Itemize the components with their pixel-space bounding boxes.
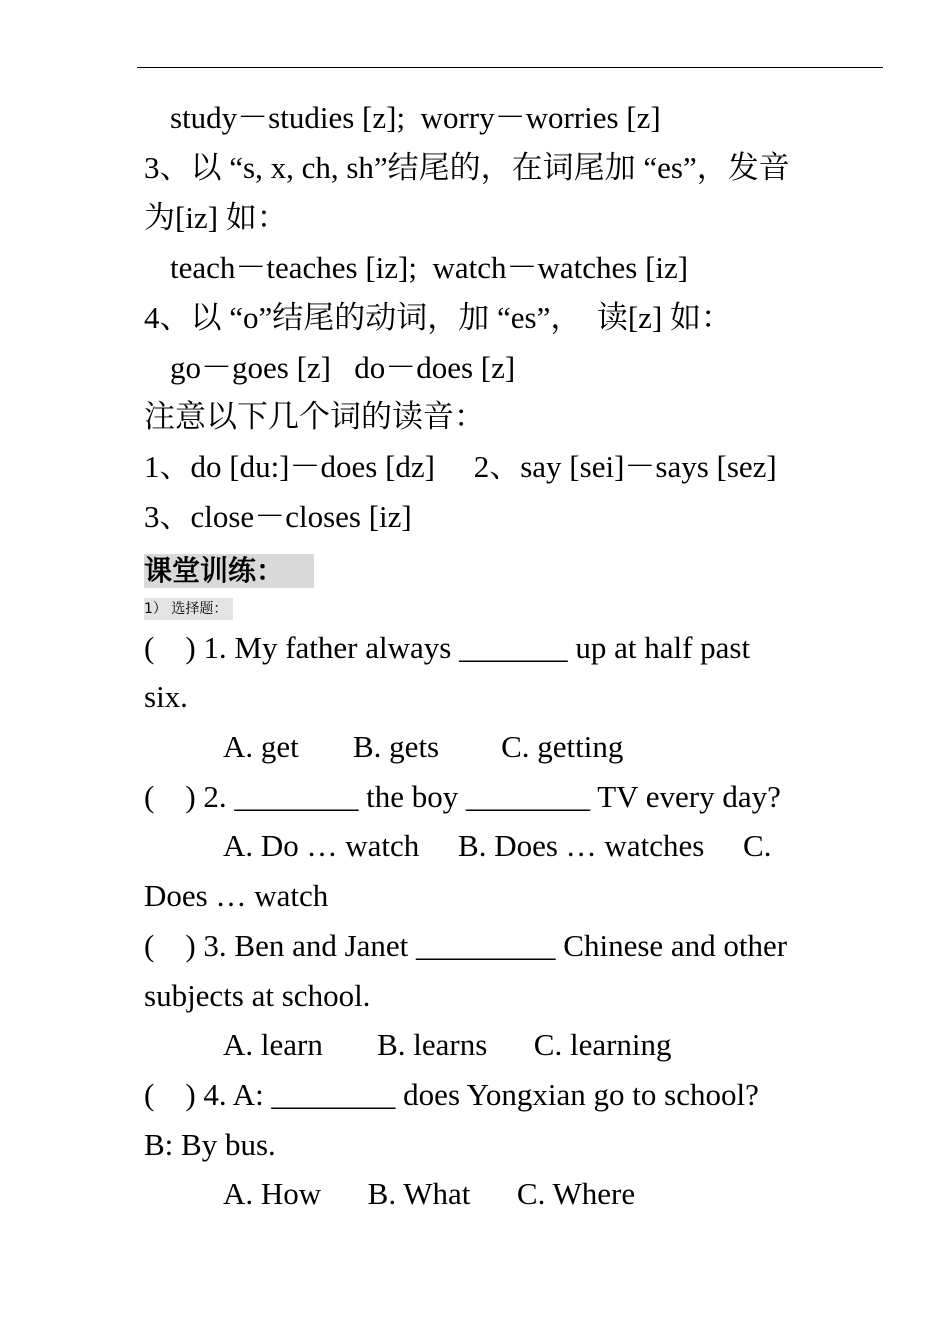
rule-line-1: study－studies [z]; worry－worries [z] bbox=[170, 100, 661, 135]
section-heading: 课堂训练： bbox=[144, 554, 314, 588]
question-2-options: A. Do … watch B. Does … watches C. bbox=[223, 828, 772, 863]
question-4-options: A. How B. What C. Where bbox=[223, 1176, 636, 1211]
question-4-stem: ( ) 4. A: ________ does Yongxian go to school? bbox=[144, 1077, 759, 1112]
section-subheading: 1） 选择题： bbox=[144, 598, 233, 620]
question-3-options: A. learn B. learns C. learning bbox=[223, 1027, 672, 1062]
rule-line-7: 注意以下几个词的读音： bbox=[144, 399, 485, 434]
question-3-continuation: subjects at school. bbox=[144, 978, 371, 1013]
question-1-stem: ( ) 1. My father always _______ up at half past bbox=[144, 630, 751, 665]
question-1-continuation: six. bbox=[144, 679, 188, 714]
rule-line-5: 4、以 “o”结尾的动词，加 “es”， 读[z] 如： bbox=[144, 300, 733, 335]
question-3-stem: ( ) 3. Ben and Janet _________ Chinese and other bbox=[144, 928, 788, 963]
question-2-continuation: Does … watch bbox=[144, 878, 329, 913]
question-2-stem: ( ) 2. ________ the boy ________ TV every day? bbox=[144, 779, 781, 814]
question-1-options: A. get B. gets C. getting bbox=[223, 729, 624, 764]
header-rule bbox=[137, 67, 883, 68]
rule-line-8: 1、do [du:]－does [dz] 2、say [sei]－says [sez] bbox=[144, 449, 777, 484]
rule-line-2: 3、以 “s, x, ch, sh”结尾的，在词尾加 “es”，发音 bbox=[144, 150, 790, 185]
rule-line-9: 3、close－closes [iz] bbox=[144, 499, 412, 534]
question-4-continuation: B: By bus. bbox=[144, 1127, 276, 1162]
rule-line-4: teach－teaches [iz]; watch－watches [iz] bbox=[170, 250, 689, 285]
rule-line-6: go－goes [z] do－does [z] bbox=[170, 350, 516, 385]
rule-line-3: 为[iz] 如： bbox=[144, 200, 288, 235]
